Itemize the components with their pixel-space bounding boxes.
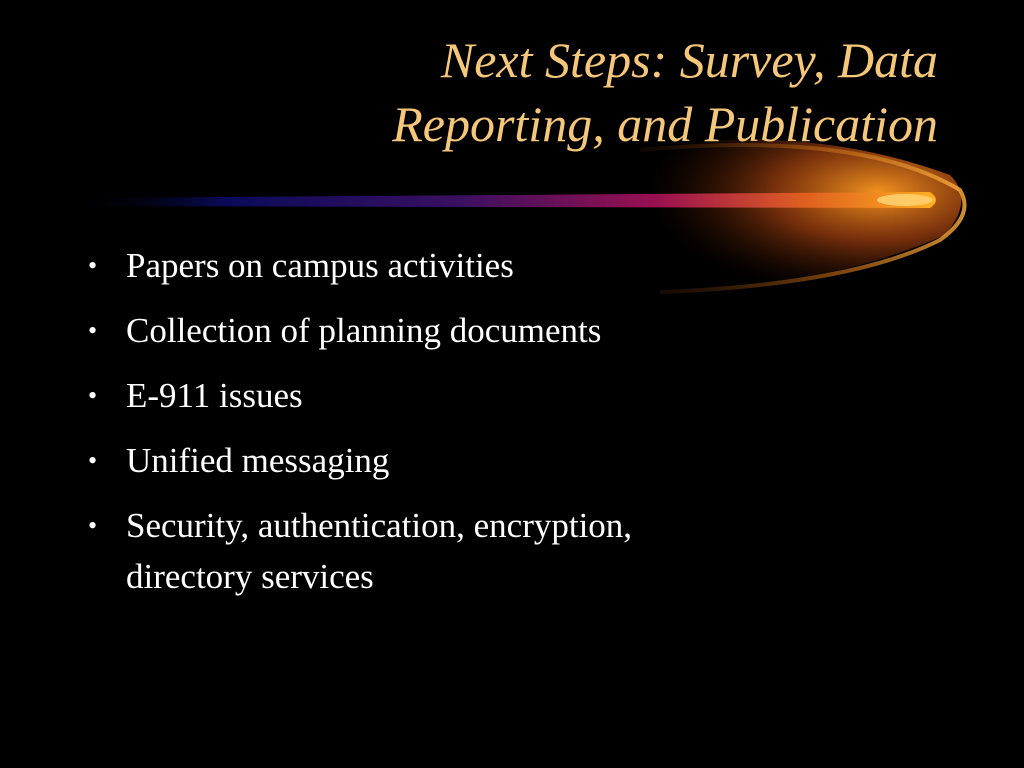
slide-title-line-2: Reporting, and Publication [392, 96, 938, 152]
bullet-text: Unified messaging [126, 441, 390, 480]
bullet-item [85, 370, 945, 421]
bullet-dot-icon: • [88, 381, 98, 410]
bullet-dot-icon: • [88, 511, 98, 540]
bullet-item [85, 500, 945, 602]
slide-title [118, 28, 938, 156]
bullet-text: Papers on campus activities [126, 246, 514, 285]
bullet-text: Collection of planning documents [126, 311, 602, 350]
bullet-item [85, 305, 945, 356]
bullet-item [85, 435, 945, 486]
bullet-dot-icon: • [88, 251, 98, 280]
swoosh-highlight [877, 194, 933, 206]
swoosh-bar [70, 192, 936, 208]
bullet-text: Security, authentication, encryption, directory services [126, 506, 633, 596]
bullet-text: E-911 issues [126, 376, 303, 415]
bullet-dot-icon: • [88, 316, 98, 345]
bullet-dot-icon: • [88, 446, 98, 475]
bullet-list [85, 240, 945, 616]
slide-title-line-1: Next Steps: Survey, Data [440, 32, 938, 88]
bullet-item [85, 240, 945, 291]
